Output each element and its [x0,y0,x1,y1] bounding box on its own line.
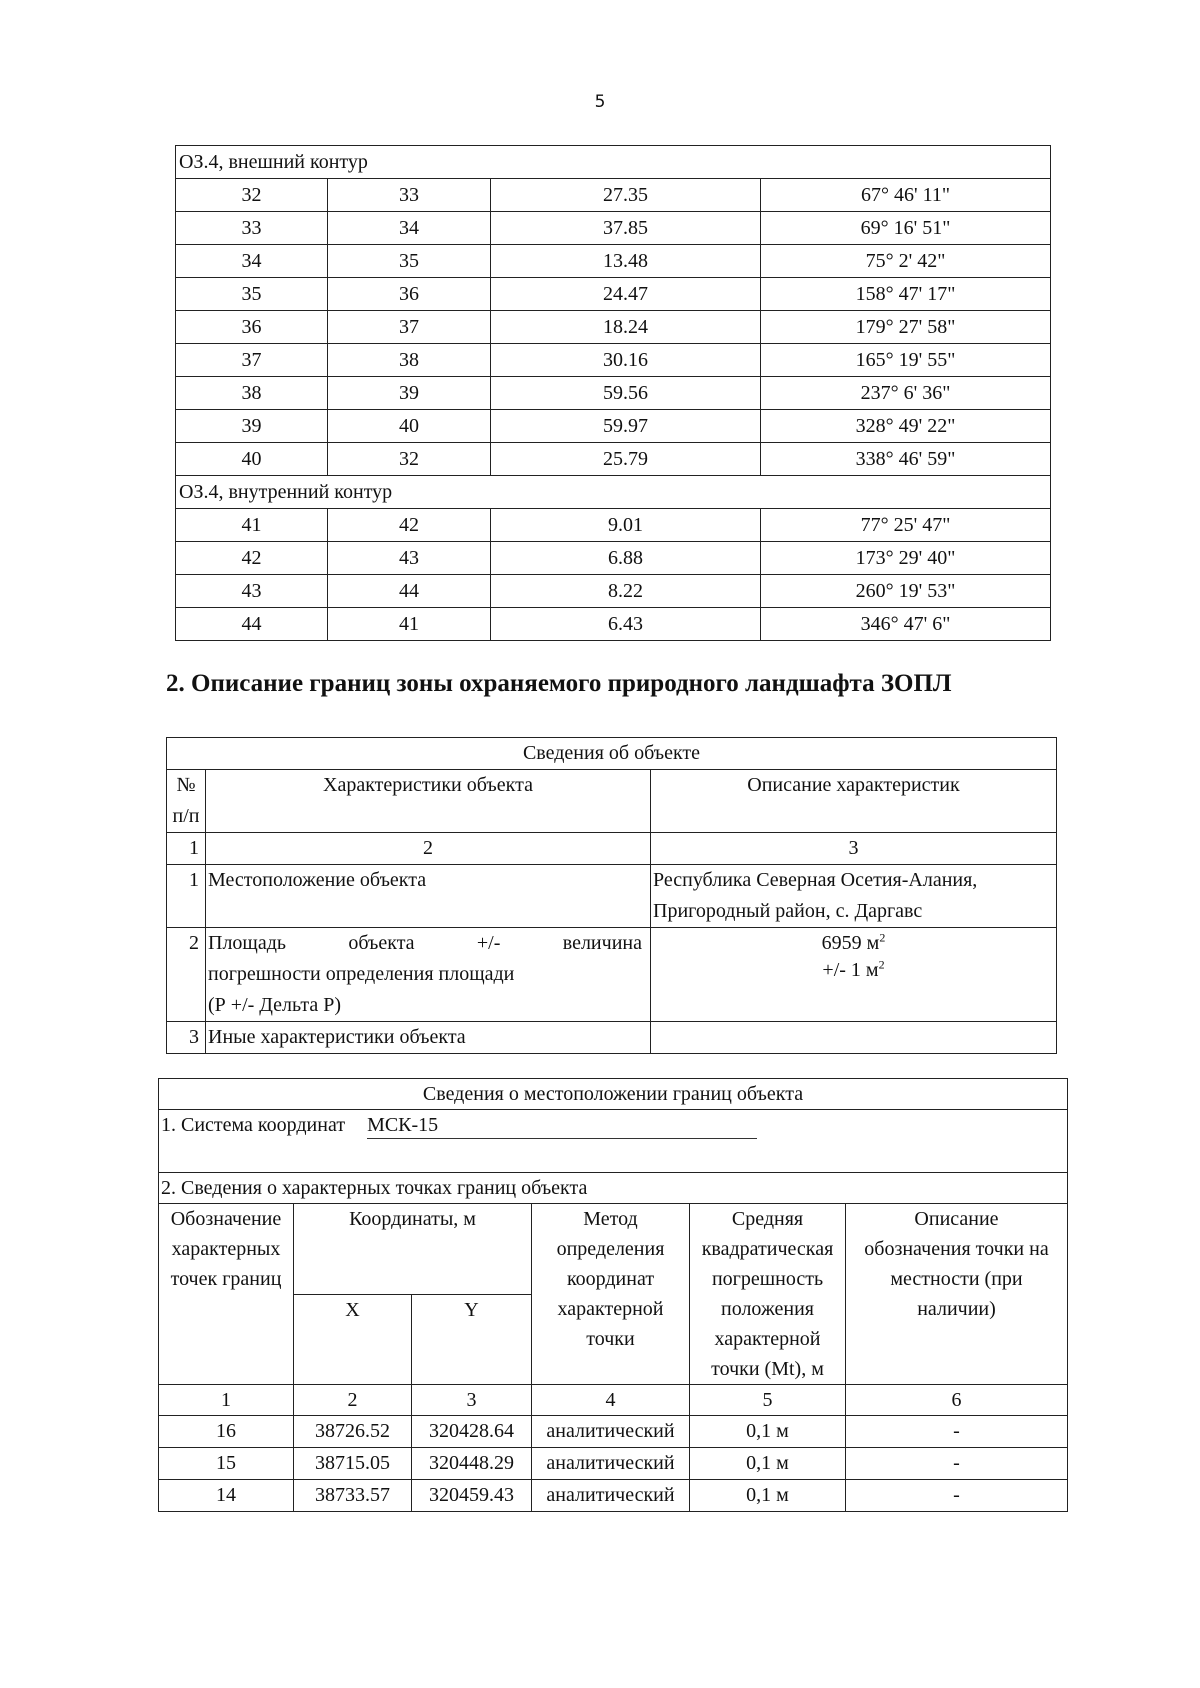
x-header: X [294,1294,412,1385]
other-characteristics-label: Иные характеристики объекта [206,1022,651,1054]
distance-cell: 18.24 [491,311,761,344]
coord-system-row [159,1110,1068,1173]
point-id-cell: 16 [159,1416,294,1448]
object-info-title: Сведения об объекте [167,738,1057,770]
table-row [176,575,1051,608]
from-point-cell: 34 [176,245,328,278]
to-point-cell: 37 [328,311,491,344]
coordinates-header: Координаты, м [294,1204,532,1295]
col-description-header: Описание характеристик [651,770,1057,833]
to-point-cell: 43 [328,542,491,575]
method-cell: аналитический [532,1416,690,1448]
coord-system-value: МСК-15 [367,1112,757,1139]
row-number: 3 [167,1022,206,1054]
y-header: Y [412,1294,532,1385]
point-id-cell: 15 [159,1448,294,1480]
table-row [176,542,1051,575]
index-cell: 2 [206,833,651,865]
col-characteristics-header: Характеристики объекта [206,770,651,833]
distance-cell: 6.43 [491,608,761,641]
y-coord-cell: 320459.43 [412,1480,532,1512]
designation-header: Обозначение характерных точек границ [159,1204,294,1385]
section-row [176,476,1051,509]
rmse-cell: 0,1 м [690,1448,846,1480]
page-number: 5 [594,92,606,112]
object-info-table [166,737,1057,1054]
bearing-cell: 165° 19' 55" [761,344,1051,377]
from-point-cell: 37 [176,344,328,377]
from-point-cell: 41 [176,509,328,542]
to-point-cell: 32 [328,443,491,476]
y-coord-cell: 320448.29 [412,1448,532,1480]
bearing-cell: 158° 47' 17" [761,278,1051,311]
to-point-cell: 33 [328,179,491,212]
points-title: 2. Сведения о характерных точках границ объекта [159,1173,1068,1204]
location-value: Республика Северная Осетия-Алания, Пригородный район, с. Даргавс [651,865,1057,928]
other-characteristics-value [651,1022,1057,1054]
row-number: 1 [167,865,206,928]
row-number: 2 [167,928,206,1022]
index-cell: 5 [690,1385,846,1416]
bearing-cell: 173° 29' 40" [761,542,1051,575]
distance-cell: 59.56 [491,377,761,410]
point-description-cell: - [846,1480,1068,1512]
to-point-cell: 39 [328,377,491,410]
table-row [176,179,1051,212]
index-cell: 1 [159,1385,294,1416]
distance-cell: 27.35 [491,179,761,212]
distance-cell: 6.88 [491,542,761,575]
table-row [159,1416,1068,1448]
table-row [176,410,1051,443]
bearing-cell: 260° 19' 53" [761,575,1051,608]
location-label: Местоположение объекта [206,865,651,928]
x-coord-cell: 38726.52 [294,1416,412,1448]
to-point-cell: 42 [328,509,491,542]
table-row [176,608,1051,641]
index-cell: 2 [294,1385,412,1416]
distance-cell: 8.22 [491,575,761,608]
to-point-cell: 44 [328,575,491,608]
from-point-cell: 44 [176,608,328,641]
from-point-cell: 43 [176,575,328,608]
index-cell: 6 [846,1385,1068,1416]
index-cell: 1 [167,833,206,865]
section-title: ОЗ.4, внутренний контур [176,476,1051,509]
table-row [159,1448,1068,1480]
area-value: 6959 $м^2$ +/- 1 $м^2$ [651,928,1057,1022]
from-point-cell: 36 [176,311,328,344]
bearing-cell: 67° 46' 11" [761,179,1051,212]
bearing-cell: 69° 16' 51" [761,212,1051,245]
table-row [176,377,1051,410]
table-row [176,344,1051,377]
to-point-cell: 41 [328,608,491,641]
area-label: Площадь объекта +/- величина погрешности определения площади (Р +/- Дельта Р) [206,928,651,1022]
location-info-table [158,1078,1068,1512]
from-point-cell: 38 [176,377,328,410]
bearing-cell: 237° 6' 36" [761,377,1051,410]
to-point-cell: 34 [328,212,491,245]
table-row [176,509,1051,542]
bearing-cell: 328° 49' 22" [761,410,1051,443]
bearing-cell: 77° 25' 47" [761,509,1051,542]
from-point-cell: 35 [176,278,328,311]
index-cell: 4 [532,1385,690,1416]
point-description-header: Описание обозначения точки на местности (при наличии) [846,1204,1068,1385]
point-id-cell: 14 [159,1480,294,1512]
rmse-header: Средняя квадратическая погрешность положения характерной точки (Mt), м [690,1204,846,1385]
point-description-cell: - [846,1416,1068,1448]
rmse-cell: 0,1 м [690,1416,846,1448]
to-point-cell: 35 [328,245,491,278]
to-point-cell: 38 [328,344,491,377]
section-row [176,146,1051,179]
bearing-cell: 346° 47' 6" [761,608,1051,641]
from-point-cell: 40 [176,443,328,476]
distance-cell: 30.16 [491,344,761,377]
from-point-cell: 42 [176,542,328,575]
x-coord-cell: 38733.57 [294,1480,412,1512]
table-row [176,212,1051,245]
distance-cell: 24.47 [491,278,761,311]
table-row [176,245,1051,278]
coord-system-label: 1. Система координат [161,1114,346,1136]
index-cell: 3 [412,1385,532,1416]
distance-cell: 37.85 [491,212,761,245]
bearing-cell: 75° 2' 42" [761,245,1051,278]
distance-cell: 25.79 [491,443,761,476]
location-info-title: Сведения о местоположении границ объекта [159,1079,1068,1110]
section-title: ОЗ.4, внешний контур [176,146,1051,179]
boundary-segments-table [175,145,1051,641]
from-point-cell: 39 [176,410,328,443]
point-description-cell: - [846,1448,1068,1480]
table-row [176,278,1051,311]
from-point-cell: 33 [176,212,328,245]
x-coord-cell: 38715.05 [294,1448,412,1480]
to-point-cell: 40 [328,410,491,443]
method-header: Метод определения координат характерной точки [532,1204,690,1385]
col-number-header: № п/п [167,770,206,833]
method-cell: аналитический [532,1448,690,1480]
table-row [159,1480,1068,1512]
method-cell: аналитический [532,1480,690,1512]
y-coord-cell: 320428.64 [412,1416,532,1448]
bearing-cell: 338° 46' 59" [761,443,1051,476]
from-point-cell: 32 [176,179,328,212]
distance-cell: 59.97 [491,410,761,443]
table-row [176,311,1051,344]
table-row [176,443,1051,476]
to-point-cell: 36 [328,278,491,311]
index-cell: 3 [651,833,1057,865]
rmse-cell: 0,1 м [690,1480,846,1512]
section-heading: 2. Описание границ зоны охраняемого природного ландшафта ЗОПЛ [166,670,952,697]
bearing-cell: 179° 27' 58" [761,311,1051,344]
distance-cell: 13.48 [491,245,761,278]
distance-cell: 9.01 [491,509,761,542]
